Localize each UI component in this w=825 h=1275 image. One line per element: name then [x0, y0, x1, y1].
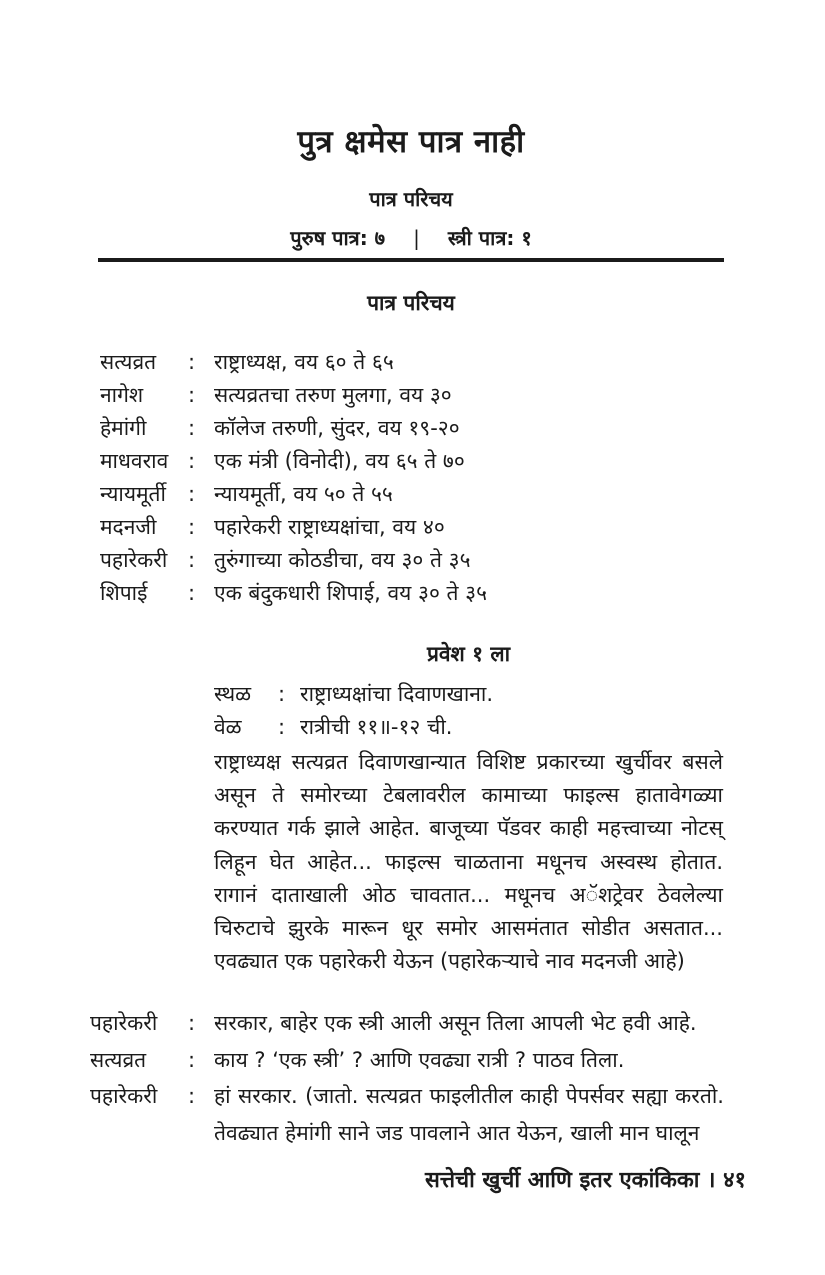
cast-list [100, 346, 724, 610]
subtitle-block [98, 185, 724, 212]
cast-name: नागेश [100, 383, 144, 407]
dialogue-list [90, 1005, 724, 1151]
dialogue-row [90, 1005, 724, 1042]
dialogue-text: सरकार, बाहेर एक स्त्री आली असून तिला आपली भेट हवी आहे. [214, 1011, 697, 1035]
scene-heading: प्रवेश १ ला [426, 642, 511, 666]
dialogue-row [90, 1078, 724, 1151]
cast-description: कॉलेज तरुणी, सुंदर, वय १९-२० [214, 416, 460, 440]
cast-row [100, 412, 724, 445]
stage-direction-paragraph: राष्ट्राध्यक्ष सत्यव्रत दिवाणखान्यात विशिष्ट प्रकारच्या खुर्चीवर बसले असून ते समोरच्या टेबलावरील कामाच्या फाइल्स हातावेगळ्या करण्यात गर्क झाले आहेत. बाजूच्या पॅडवर काही महत्त्वाच्या नोटस् लिहून घेत आहेत... फाइल्स चाळताना मधूनच अस्वस्थ होतात. रागानं दाताखाली ओठ चावतात... मधूनच अॅशट्रेवर ठेवलेल्या चिरुटाचे झुरके मारून धूर समोर आसमंतात सोडीत असतात... एवढ्यात एक पहारेकरी येऊन (पहारेकऱ्याचे नाव मदनजी आहे) [214, 750, 723, 974]
cast-colon: : [188, 416, 196, 440]
cast-colon: : [188, 350, 196, 374]
title-block [98, 120, 724, 162]
cast-row [100, 445, 724, 478]
scene-place-label: स्थळ [214, 682, 252, 706]
scene-time-value: रात्रीची ११॥-१२ ची. [300, 715, 453, 739]
cast-name: मदनजी [100, 515, 157, 539]
page-footer [98, 1164, 746, 1194]
footer-running-title-and-page-number: सत्तेची खुर्ची आणि इतर एकांकिका । ४१ [425, 1168, 746, 1193]
cast-description: राष्ट्राध्यक्ष, वय ६० ते ६५ [214, 350, 394, 374]
scene-meta [214, 678, 723, 744]
cast-description: एक मंत्री (विनोदी), वय ६५ ते ७० [214, 449, 465, 473]
dialogue-speaker: पहारेकरी [90, 1011, 158, 1035]
scene-time-colon: : [278, 715, 286, 739]
cast-description: एक बंदुकधारी शिपाई, वय ३० ते ३५ [214, 581, 488, 605]
dialogue-speaker: पहारेकरी [90, 1084, 158, 1108]
cast-row [100, 544, 724, 577]
cast-description: न्यायमूर्ती, वय ५० ते ५५ [214, 482, 393, 506]
scene-place-colon: : [278, 682, 286, 706]
cast-section-heading: पात्र परिचय [367, 291, 455, 315]
cast-name: हेमांगी [100, 416, 147, 440]
cast-name: माधवराव [100, 449, 169, 473]
cast-row [100, 478, 724, 511]
scene-heading-block [214, 640, 723, 668]
scene-time-label: वेळ [214, 715, 242, 739]
dialogue-text: हां सरकार. (जातो. सत्यव्रत फाइलीतील काही पेपर्सवर सह्या करतो. तेवढ्यात हेमांगी साने जड पावलाने आत येऊन, खाली मान घालून [214, 1084, 724, 1145]
cast-description: तुरुंगाच्या कोठडीचा, वय ३० ते ३५ [214, 548, 471, 572]
scene-place-row [214, 678, 723, 711]
cast-name: शिपाई [100, 581, 148, 605]
cast-name: पहारेकरी [100, 548, 168, 572]
dialogue-text: काय ? ‘एक स्त्री’ ? आणि एवढ्या रात्री ? पाठव तिला. [214, 1047, 625, 1072]
cast-row [100, 511, 724, 544]
dialogue-row [90, 1042, 724, 1079]
cast-counts-line [98, 224, 724, 251]
cast-row [100, 379, 724, 412]
cast-colon: : [188, 449, 196, 473]
cast-description: पहारेकरी राष्ट्राध्यक्षांचा, वय ४० [214, 515, 445, 539]
cast-name: न्यायमूर्ती [100, 482, 166, 506]
cast-colon: : [188, 383, 196, 407]
cast-row [100, 577, 724, 610]
cast-intro-subtitle: पात्र परिचय [369, 187, 453, 211]
cast-description: सत्यव्रतचा तरुण मुलगा, वय ३० [214, 383, 452, 407]
dialogue-colon: : [188, 1047, 196, 1072]
cast-section-heading-block [98, 289, 724, 317]
male-cast-count: पुरुष पात्र: ७ [290, 226, 386, 250]
dialogue-speaker: सत्यव्रत [90, 1047, 147, 1072]
cast-name: सत्यव्रत [100, 350, 157, 374]
female-cast-count: स्त्री पात्र: १ [447, 226, 532, 250]
dialogue-colon: : [188, 1011, 196, 1035]
scene-place-value: राष्ट्राध्यक्षांचा दिवाणखाना. [300, 682, 494, 706]
horizontal-rule [98, 258, 724, 262]
cast-colon: : [188, 548, 196, 572]
cast-colon: : [188, 482, 196, 506]
play-title: पुत्र क्षमेस पात्र नाही [297, 124, 525, 160]
dialogue-colon: : [188, 1084, 196, 1108]
cast-row [100, 346, 724, 379]
cast-count-separator: | [413, 226, 420, 250]
scene-time-row [214, 711, 723, 744]
cast-colon: : [188, 581, 196, 605]
cast-colon: : [188, 515, 196, 539]
